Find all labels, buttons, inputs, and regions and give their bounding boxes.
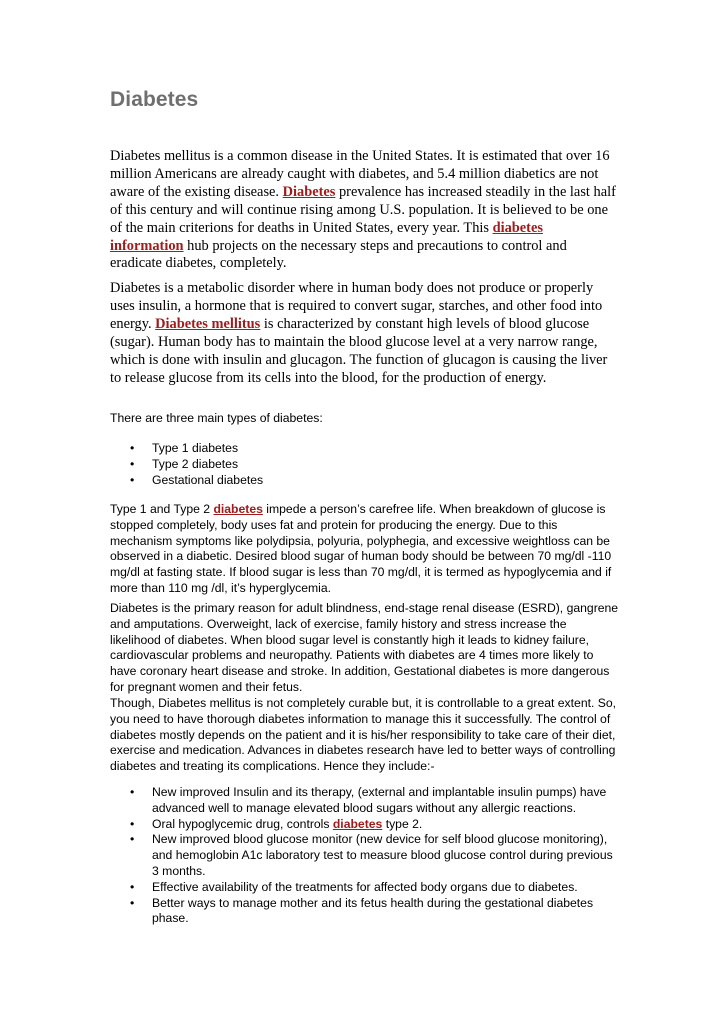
control-paragraph: Though, Diabetes mellitus is not completely curable but, it is controllable to a great extent. So, you need to have thorough diabetes information to manage this it successfully. The control of diabetes mostly depends on the patient and it is his/her responsibility to take care of their diet, exercise and medication. Advances in diabetes research have led to better ways of controlling diabetes and treating its complications. Hence they include:- [110,696,617,774]
types-intro: There are three main types of diabetes: [110,411,323,425]
types-paragraph [110,502,620,597]
list-item-text: Gestational diabetes [152,472,264,487]
list-item-text: Type 1 diabetes [152,441,239,455]
intro-text-b: prevalence has increased steadily in the last half of this century and will continue rising among U.S. population. It is believed to be one of the main criterions for deaths in United States, every year. This [110,183,616,236]
list-item-text: Effective availability of the treatments for affected body organs due to diabetes. [152,879,578,894]
diabetes-information-link[interactable]: diabetes information [110,219,543,254]
metabolic-text-b: is characterized by constant high levels of blood glucose (sugar). Human body has to maintain the blood glucose level at a very narrow range, which is done with insulin and glucagon. The function of glucagon is causing the liver to release glucose from its cells into the blood, for the production of energy. [110,315,608,386]
list-item-text: New improved Insulin and its therapy, (external and implantable insulin pumps) have advanced well to manage elevated blood sugars without any allergic reactions. [152,785,607,815]
diabetes-link-3[interactable]: diabetes [332,816,383,831]
bullet-icon: • [130,441,135,455]
bullet-icon: • [130,895,135,910]
intro-text-c: hub projects on the necessary steps and precautions to control and eradicate diabetes, completely. [110,237,567,272]
metabolic-paragraph [110,280,620,387]
list-item-text: New improved blood glucose monitor (new device for self blood glucose monitoring), and hemoglobin A1c laboratory test to measure blood glucose control during previous 3 months. [152,832,613,878]
list-item-text-b: type 2. [382,816,423,831]
metabolic-text-a: Diabetes is a metabolic disorder where in human body does not produce or properly uses insulin, a hormone that is required to convert sugar, starches, and other food into energy. [110,280,603,332]
diabetes-mellitus-link[interactable]: Diabetes mellitus [155,315,261,332]
list-item-text: Better ways to manage mother and its fetus health during the gestational diabetes phase. [152,895,594,926]
bullet-icon: • [130,816,135,831]
bullet-icon: • [130,472,135,487]
list-item [110,457,620,473]
list-item [110,896,620,928]
list-item [110,817,620,833]
list-item [110,880,620,896]
list-item-text-a: Oral hypoglycemic drug, controls [152,816,333,831]
list-item [110,832,620,879]
intro-paragraph [110,148,620,273]
types-text-a: Type 1 and Type 2 [110,502,214,516]
diabetes-link[interactable]: Diabetes [282,183,336,200]
bullet-icon: • [130,785,135,799]
list-item [110,785,620,817]
page-title: Diabetes [110,88,199,111]
bullet-icon: • [130,456,135,471]
types-list [110,441,620,488]
list-item-text: Type 2 diabetes [152,456,239,471]
advances-list [110,785,620,927]
types-text-b: impede a person’s carefree life. When breakdown of glucose is stopped completely, body uses fat and protein for producing the energy. Due to this mechanism symptoms like polydipsia, polyuria, polyphegia, and excessive weightloss can be observed in a diabetic. Desired blood sugar of human body should be between 70 mg/dl -110 mg/dl at fasting state. If blood sugar is less than 70 mg/dl, it is termed as hypoglycemia and if more than 110 mg /dl, it’s hyperglycemia. [110,502,612,595]
list-item [110,441,620,457]
bullet-icon: • [130,832,135,847]
bullet-icon: • [130,879,135,894]
complications-paragraph: Diabetes is the primary reason for adult blindness, end-stage renal disease (ESRD), gangrene and amputations. Overweight, lack of exercise, family history and stress increase the likelihood of diabetes. When blood sugar level is constantly high it leads to kidney failure, cardiovascular problems and neuropathy. Patients with diabetes are 4 times more likely to have coronary heart disease and stroke. In addition, Gestational diabetes is more dangerous for pregnant women and their fetus. [110,601,619,694]
diabetes-link-2[interactable]: diabetes [213,502,263,516]
intro-text-a: Diabetes mellitus is a common disease in the United States. It is estimated that over 16 million Americans are already caught with diabetes, and 5.4 million diabetics are not aware of the existing disease. [110,148,610,200]
list-item [110,473,620,489]
